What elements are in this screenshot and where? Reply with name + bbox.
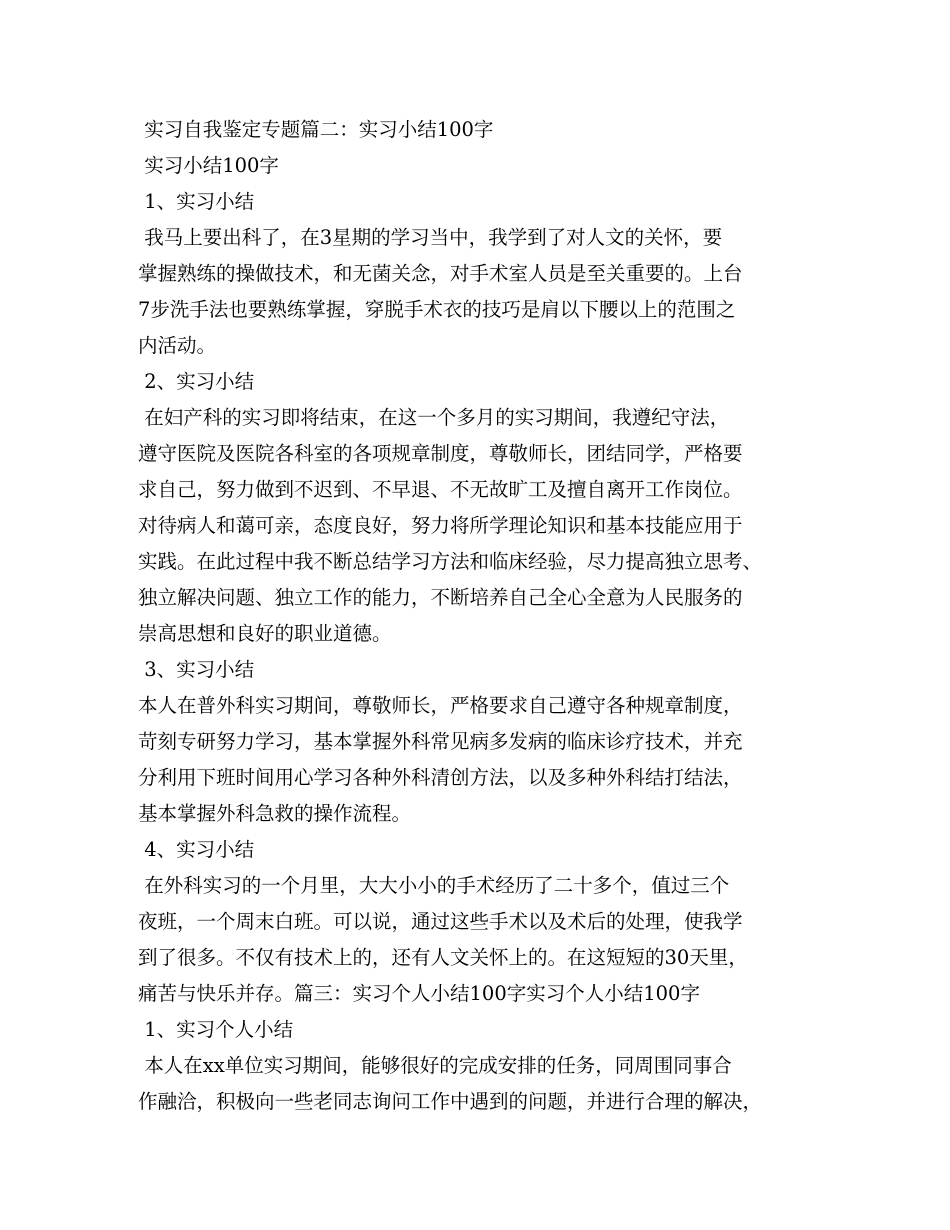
text-line: 对待病人和蔼可亲，态度良好，努力将所学理论知识和基本技能应用于 bbox=[138, 514, 743, 537]
text-line: 作融洽，积极向一些老同志询问工作中遇到的问题，并进行合理的解决， bbox=[138, 1090, 763, 1113]
text-line: 分利用下班时间用心学习各种外科清创方法，以及多种外科结打结法， bbox=[138, 766, 743, 789]
text-line: 求自己，努力做到不迟到、不早退、不无故旷工及擅自离开工作岗位。 bbox=[138, 478, 743, 501]
text-line: 崇高思想和良好的职业道德。 bbox=[138, 622, 392, 645]
text-line: 苛刻专研努力学习，基本掌握外科常见病多发病的临床诊疗技术，并充 bbox=[138, 730, 743, 753]
text-line: 掌握熟练的操做技术，和无菌关念，对手术室人员是至关重要的。上台 bbox=[138, 262, 743, 285]
text-line: 我马上要出科了，在3星期的学习当中，我学到了对人文的关怀，要 bbox=[138, 226, 723, 249]
text-line: 内活动。 bbox=[138, 334, 217, 357]
text-line: 痛苦与快乐并存。篇三：实习个人小结100字实习个人小结100字 bbox=[138, 982, 700, 1005]
text-line: 1、实习小结 bbox=[138, 190, 255, 213]
text-line: 3、实习小结 bbox=[138, 658, 255, 681]
text-line: 本人在普外科实习期间，尊敬师长，严格要求自己遵守各种规章制度， bbox=[138, 694, 743, 717]
text-line: 实习自我鉴定专题篇二：实习小结100字 bbox=[138, 118, 494, 141]
text-line: 4、实习小结 bbox=[138, 838, 255, 861]
text-line: 7步洗手法也要熟练掌握，穿脱手术衣的技巧是肩以下腰以上的范围之 bbox=[138, 298, 736, 321]
text-line: 在妇产科的实习即将结束，在这一个多月的实习期间，我遵纪守法， bbox=[138, 406, 730, 429]
text-line: 本人在xx单位实习期间，能够很好的完成安排的任务，同周围同事合 bbox=[138, 1054, 732, 1077]
text-line: 在外科实习的一个月里，大大小小的手术经历了二十多个，值过三个 bbox=[138, 874, 730, 897]
text-line: 实习小结100字 bbox=[138, 154, 279, 177]
text-line: 到了很多。不仅有技术上的，还有人文关怀上的。在这短短的30天里， bbox=[138, 946, 748, 969]
text-line: 独立解决问题、独立工作的能力，不断培养自己全心全意为人民服务的 bbox=[138, 586, 743, 609]
text-line: 基本掌握外科急救的操作流程。 bbox=[138, 802, 412, 825]
text-line: 1、实习个人小结 bbox=[138, 1018, 294, 1041]
text-line: 2、实习小结 bbox=[138, 370, 255, 393]
document-page bbox=[138, 112, 838, 1120]
text-line: 实践。在此过程中我不断总结学习方法和临床经验，尽力提高独立思考、 bbox=[138, 550, 763, 573]
text-line: 夜班，一个周末白班。可以说，通过这些手术以及术后的处理，使我学 bbox=[138, 910, 743, 933]
text-line: 遵守医院及医院各科室的各项规章制度，尊敬师长，团结同学，严格要 bbox=[138, 442, 743, 465]
